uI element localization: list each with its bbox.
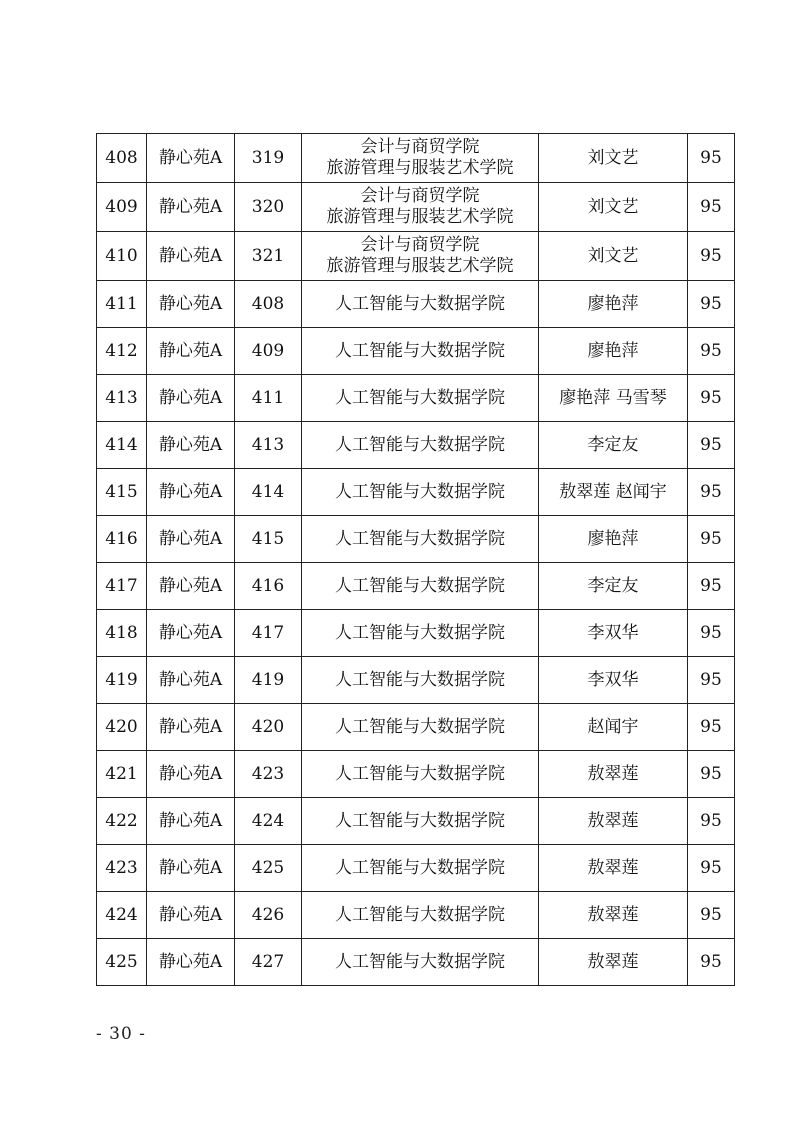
building-cell: 静心苑A (147, 183, 235, 232)
teacher-cell: 李双华 (539, 657, 688, 704)
teacher-cell: 敖翠莲 (539, 798, 688, 845)
score-cell: 95 (688, 939, 735, 986)
building-cell: 静心苑A (147, 610, 235, 657)
college-cell (302, 422, 539, 469)
college-line: 人工智能与大数据学院 (335, 857, 505, 878)
college-line: 人工智能与大数据学院 (335, 575, 505, 596)
teacher-cell: 李定友 (539, 422, 688, 469)
teacher-cell: 廖艳萍 (539, 516, 688, 563)
building-cell: 静心苑A (147, 657, 235, 704)
room-number-cell: 320 (235, 183, 302, 232)
college-cell (302, 798, 539, 845)
building-cell: 静心苑A (147, 469, 235, 516)
dormitory-score-table (96, 133, 735, 986)
teacher-cell: 李定友 (539, 563, 688, 610)
row-number-cell: 416 (97, 516, 147, 563)
table-row (97, 183, 735, 232)
building-cell: 静心苑A (147, 939, 235, 986)
teacher-cell: 敖翠莲 (539, 892, 688, 939)
row-number-cell: 422 (97, 798, 147, 845)
table-row (97, 610, 735, 657)
college-cell (302, 183, 539, 232)
room-number-cell: 319 (235, 134, 302, 183)
score-cell: 95 (688, 845, 735, 892)
score-cell: 95 (688, 422, 735, 469)
building-cell: 静心苑A (147, 845, 235, 892)
college-cell (302, 704, 539, 751)
teacher-cell: 廖艳萍 马雪琴 (539, 375, 688, 422)
teacher-cell: 敖翠莲 (539, 751, 688, 798)
row-number-cell: 411 (97, 281, 147, 328)
row-number-cell: 418 (97, 610, 147, 657)
score-cell: 95 (688, 657, 735, 704)
room-number-cell: 423 (235, 751, 302, 798)
college-line: 会计与商贸学院 (360, 137, 480, 157)
row-number-cell: 414 (97, 422, 147, 469)
row-number-cell: 409 (97, 183, 147, 232)
teacher-cell: 刘文艺 (539, 134, 688, 183)
college-cell (302, 939, 539, 986)
college-cell (302, 469, 539, 516)
room-number-cell: 409 (235, 328, 302, 375)
row-number-cell: 410 (97, 232, 147, 281)
score-cell: 95 (688, 798, 735, 845)
teacher-cell: 刘文艺 (539, 232, 688, 281)
table-row (97, 422, 735, 469)
table-row (97, 845, 735, 892)
college-cell (302, 892, 539, 939)
table-row (97, 939, 735, 986)
row-number-cell: 413 (97, 375, 147, 422)
table-body (97, 134, 735, 986)
table-row (97, 469, 735, 516)
score-cell: 95 (688, 134, 735, 183)
table-row (97, 751, 735, 798)
score-cell: 95 (688, 892, 735, 939)
teacher-cell: 廖艳萍 (539, 328, 688, 375)
college-line: 人工智能与大数据学院 (335, 763, 505, 784)
table-row (97, 892, 735, 939)
table-row (97, 134, 735, 183)
row-number-cell: 425 (97, 939, 147, 986)
building-cell: 静心苑A (147, 563, 235, 610)
score-cell: 95 (688, 516, 735, 563)
college-line: 人工智能与大数据学院 (335, 434, 505, 455)
table-row (97, 375, 735, 422)
teacher-cell: 敖翠莲 (539, 939, 688, 986)
building-cell: 静心苑A (147, 375, 235, 422)
room-number-cell: 413 (235, 422, 302, 469)
row-number-cell: 423 (97, 845, 147, 892)
college-cell (302, 375, 539, 422)
row-number-cell: 424 (97, 892, 147, 939)
table-row (97, 516, 735, 563)
college-line: 人工智能与大数据学院 (335, 716, 505, 737)
building-cell: 静心苑A (147, 281, 235, 328)
college-cell (302, 845, 539, 892)
college-line: 人工智能与大数据学院 (335, 387, 505, 408)
college-cell (302, 657, 539, 704)
room-number-cell: 408 (235, 281, 302, 328)
college-line: 人工智能与大数据学院 (335, 904, 505, 925)
college-cell (302, 134, 539, 183)
college-line: 会计与商贸学院 (360, 235, 480, 255)
score-cell: 95 (688, 281, 735, 328)
building-cell: 静心苑A (147, 422, 235, 469)
college-line: 旅游管理与服装艺术学院 (326, 256, 514, 276)
score-cell: 95 (688, 704, 735, 751)
college-line: 会计与商贸学院 (360, 186, 480, 206)
college-cell (302, 516, 539, 563)
score-cell: 95 (688, 751, 735, 798)
room-number-cell: 425 (235, 845, 302, 892)
teacher-cell: 赵闻宇 (539, 704, 688, 751)
building-cell: 静心苑A (147, 751, 235, 798)
college-cell (302, 751, 539, 798)
room-number-cell: 419 (235, 657, 302, 704)
college-line: 人工智能与大数据学院 (335, 810, 505, 831)
row-number-cell: 420 (97, 704, 147, 751)
room-number-cell: 321 (235, 232, 302, 281)
college-line: 人工智能与大数据学院 (335, 293, 505, 314)
college-line: 人工智能与大数据学院 (335, 951, 505, 972)
building-cell: 静心苑A (147, 232, 235, 281)
table-row (97, 281, 735, 328)
score-cell: 95 (688, 563, 735, 610)
college-line: 人工智能与大数据学院 (335, 481, 505, 502)
score-cell: 95 (688, 183, 735, 232)
room-number-cell: 426 (235, 892, 302, 939)
teacher-cell: 廖艳萍 (539, 281, 688, 328)
room-number-cell: 427 (235, 939, 302, 986)
building-cell: 静心苑A (147, 892, 235, 939)
room-number-cell: 414 (235, 469, 302, 516)
row-number-cell: 421 (97, 751, 147, 798)
row-number-cell: 417 (97, 563, 147, 610)
score-cell: 95 (688, 328, 735, 375)
row-number-cell: 408 (97, 134, 147, 183)
college-line: 人工智能与大数据学院 (335, 528, 505, 549)
college-line: 人工智能与大数据学院 (335, 340, 505, 361)
table-row (97, 704, 735, 751)
teacher-cell: 李双华 (539, 610, 688, 657)
college-cell (302, 281, 539, 328)
row-number-cell: 412 (97, 328, 147, 375)
college-cell (302, 563, 539, 610)
teacher-cell: 刘文艺 (539, 183, 688, 232)
row-number-cell: 415 (97, 469, 147, 516)
building-cell: 静心苑A (147, 134, 235, 183)
room-number-cell: 424 (235, 798, 302, 845)
room-number-cell: 411 (235, 375, 302, 422)
table-row (97, 657, 735, 704)
building-cell: 静心苑A (147, 798, 235, 845)
college-cell (302, 232, 539, 281)
score-cell: 95 (688, 469, 735, 516)
table-row (97, 232, 735, 281)
college-cell (302, 328, 539, 375)
score-cell: 95 (688, 232, 735, 281)
college-line: 旅游管理与服装艺术学院 (326, 207, 514, 227)
table-row (97, 563, 735, 610)
college-line: 人工智能与大数据学院 (335, 622, 505, 643)
room-number-cell: 415 (235, 516, 302, 563)
score-cell: 95 (688, 375, 735, 422)
teacher-cell: 敖翠莲 赵闻宇 (539, 469, 688, 516)
teacher-cell: 敖翠莲 (539, 845, 688, 892)
table-row (97, 798, 735, 845)
row-number-cell: 419 (97, 657, 147, 704)
room-number-cell: 416 (235, 563, 302, 610)
college-line: 人工智能与大数据学院 (335, 669, 505, 690)
score-cell: 95 (688, 610, 735, 657)
building-cell: 静心苑A (147, 516, 235, 563)
building-cell: 静心苑A (147, 704, 235, 751)
room-number-cell: 420 (235, 704, 302, 751)
page-number: - 30 - (96, 1024, 146, 1044)
building-cell: 静心苑A (147, 328, 235, 375)
room-number-cell: 417 (235, 610, 302, 657)
college-line: 旅游管理与服装艺术学院 (326, 158, 514, 178)
table-row (97, 328, 735, 375)
college-cell (302, 610, 539, 657)
